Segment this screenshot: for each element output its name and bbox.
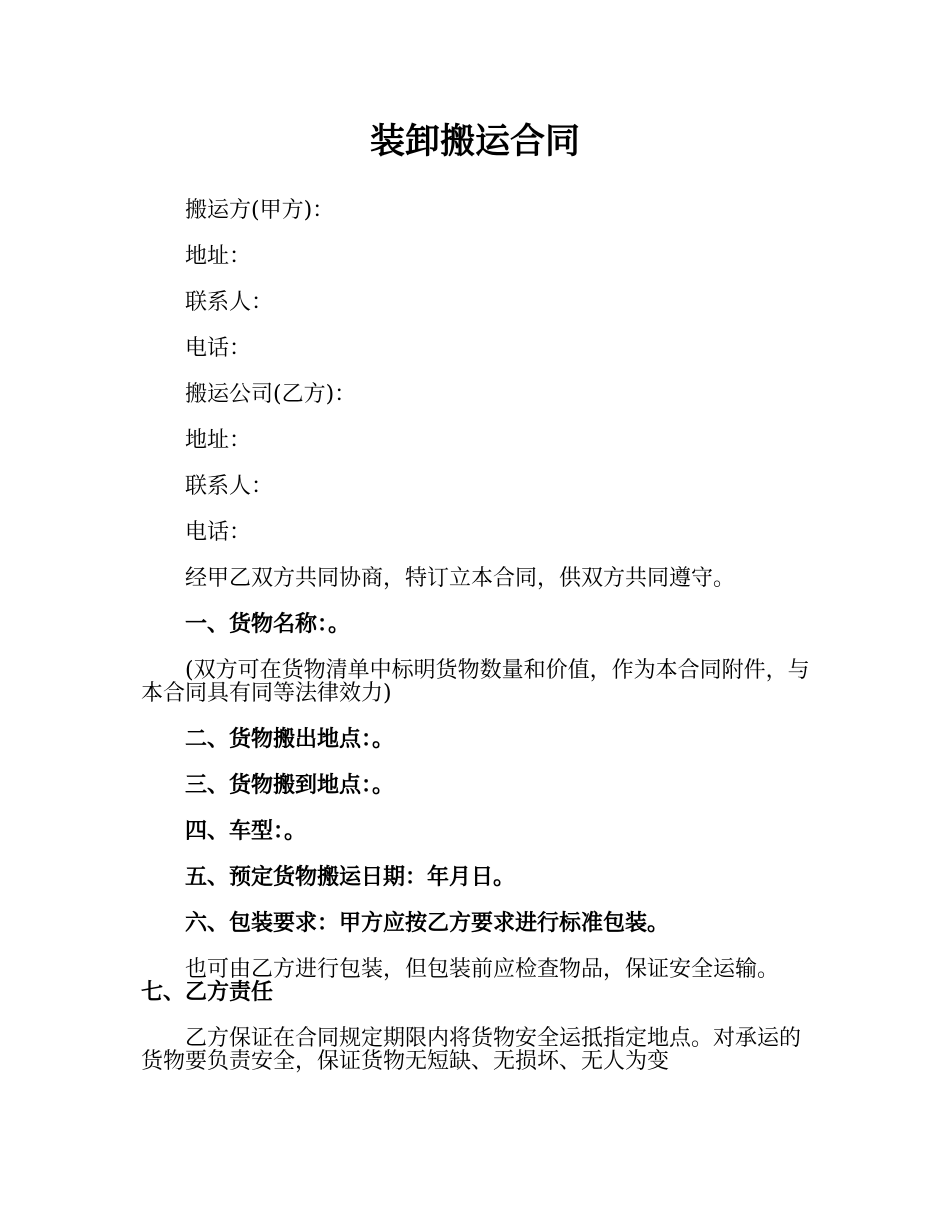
party-a-label: 搬运方(甲方)： xyxy=(185,198,335,223)
clause-7-text: 乙方保证在合同规定期限内将货物安全运抵指定地点。对承运的货物要负责安全，保证货物无短缺、无损坏、无人为变 xyxy=(141,1026,802,1074)
party-b-label: 搬运公司(乙方)： xyxy=(185,382,357,407)
party-a-contact: 联系人： xyxy=(185,290,274,315)
document-body xyxy=(141,199,813,1096)
clause-6-body: 也可由乙方进行包装，但包装前应检查物品，保证安全运输。 xyxy=(185,957,780,982)
party-b-phone: 电话： xyxy=(185,520,252,545)
party-b-address: 地址： xyxy=(185,428,252,453)
clause-1-heading: 一、货物名称：。 xyxy=(185,612,351,637)
clause-7-heading: 七、乙方责任 xyxy=(141,980,274,1005)
party-a-address: 地址： xyxy=(185,244,252,269)
clause-6-text xyxy=(141,958,813,1004)
clause-1-note: (双方可在货物清单中标明货物数量和价值，作为本合同附件，与本合同具有同等法律效力) xyxy=(141,658,810,706)
preamble: 经甲乙双方共同协商，特订立本合同，供双方共同遵守。 xyxy=(185,566,736,591)
clause-6-heading: 六、包装要求：甲方应按乙方要求进行标准包装。 xyxy=(185,911,670,936)
party-b-contact: 联系人： xyxy=(185,474,274,499)
clause-2-heading: 二、货物搬出地点：。 xyxy=(185,727,395,752)
party-a-phone: 电话： xyxy=(185,336,252,361)
clause-5-heading: 五、预定货物搬运日期：年月日。 xyxy=(185,865,516,890)
clause-4-heading: 四、车型：。 xyxy=(185,819,307,844)
document-title: 装卸搬运合同 xyxy=(369,122,580,162)
clause-3-heading: 三、货物搬到地点：。 xyxy=(185,773,395,798)
